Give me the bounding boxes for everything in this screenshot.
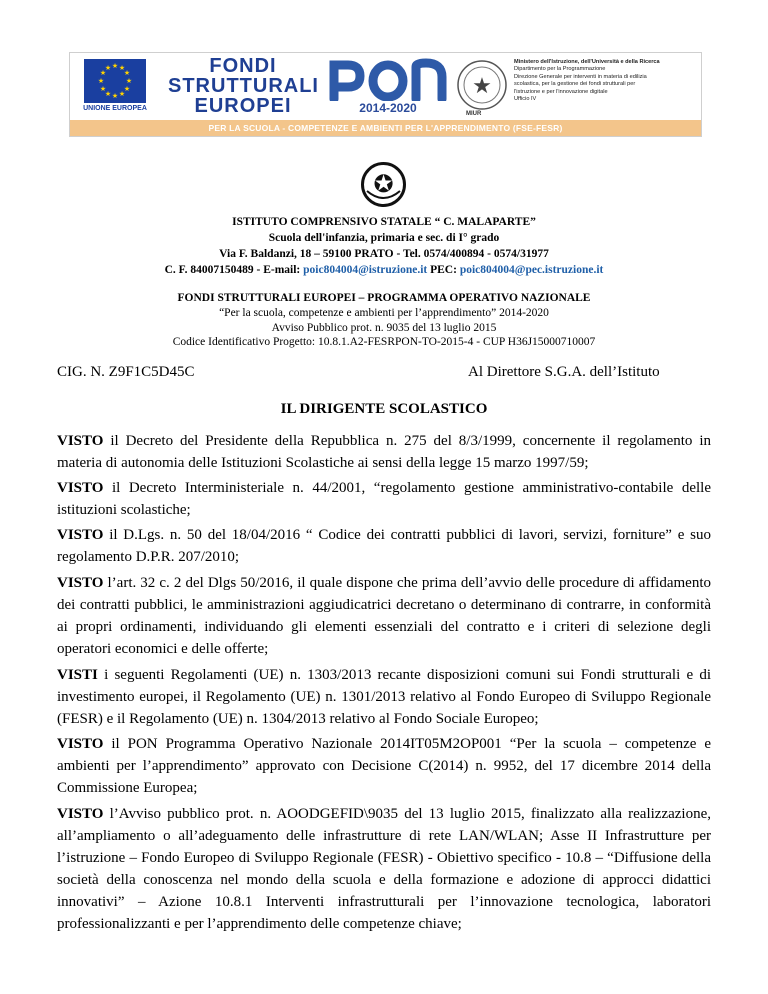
cig-number: CIG. N. Z9F1C5D45C [57, 364, 195, 380]
programme-subtitle: “Per la scuola, competenze e ambienti per l’apprendimento” 2014-2020 [219, 307, 549, 319]
paragraph-lead: VISTI [57, 667, 98, 683]
ministry-line: l'istruzione e per l'innovazione digitale [514, 88, 608, 95]
paragraph-text: l’Avviso pubblico prot. n. AOODGEFID\9035 del 13 luglio 2015, finalizzato alla realizzazione, all’ampliamento o all’adeguamento delle infrastrutture di rete LAN/WLAN; Asse II Infrastrutture per l’istruzione – Fondo Europeo di Sviluppo Regionale (FESR) - Obiettivo specifico - 10.8 – “Diffusione della società della conoscenza nel mondo della scuola e della formazione e adozione di approcci didattici innovativi” – Azione 10.8.1 Interventi infrastrutturali per l’innovazione tecnologica, laboratori professionalizzanti e per l’apprendimento delle competenze chiave; [57, 806, 711, 932]
svg-text:★: ★ [118, 64, 126, 72]
eu-caption: UNIONE EUROPEA [83, 105, 147, 112]
ministry-line: Ufficio IV [514, 96, 537, 103]
paragraph [57, 803, 711, 935]
paragraph-text: il PON Programma Operativo Nazionale 2014IT05M2OP001 “Per la scuola – competenze e ambienti per l’apprendimento” approvato con Decisione C(2014) n. 9952, del 17 dicembre 2014 della Commissione Europea; [57, 736, 711, 796]
paragraph [57, 664, 711, 730]
svg-text:★: ★ [123, 69, 131, 77]
pon-banner [69, 52, 702, 137]
svg-text:★: ★ [97, 77, 105, 85]
programme-avviso: Avviso Pubblico prot. n. 9035 del 13 luglio 2015 [271, 322, 497, 334]
svg-text:★: ★ [472, 74, 492, 99]
school-contacts [0, 262, 768, 278]
eu-flag-icon [84, 59, 146, 103]
pon-logo [322, 57, 454, 117]
ministry-line: scolastica, per la gestione dei fondi strutturali per [514, 81, 636, 88]
ministry-line: Direzione Generale per interventi in materia di edilizia [514, 73, 647, 80]
svg-text:★: ★ [123, 85, 131, 93]
paragraph-text: il D.Lgs. n. 50 del 18/04/2016 “ Codice dei contratti pubblici di lavori, servizi, forniture” e suo regolamento D.P.R. 207/2010; [57, 527, 711, 565]
email-link[interactable]: poic804004@istruzione.it [303, 264, 428, 276]
svg-text:★: ★ [104, 64, 112, 72]
paragraph-lead: VISTO [57, 736, 104, 752]
paragraph [57, 733, 711, 799]
paragraph [57, 477, 711, 521]
fondi-line: FONDI [209, 55, 277, 77]
ministry-text [514, 59, 698, 103]
paragraph-text: l’art. 32 c. 2 del Dlgs 50/2016, il quale dispone che prima dell’avvio delle procedure di affidamento dei contratti pubblici, le amministrazioni aggiudicatrici decretano o determinano di contrarre, in conformità ai propri ordinamenti, individuando gli elementi essenziali del contratto e i criteri di selezione degli operatori economici e delle offerte; [57, 575, 711, 657]
fondi-line: EUROPEI [194, 95, 292, 117]
paragraph-text: il Decreto del Presidente della Repubblica n. 275 del 8/3/1999, concernente il regolamento in materia di autonomia delle Istituzioni Scolastiche ai sensi della legge 15 marzo 1997/59; [57, 433, 711, 471]
pec-link[interactable]: poic804004@pec.istruzione.it [459, 264, 604, 276]
svg-text:★: ★ [111, 92, 119, 100]
programme-title: FONDI STRUTTURALI EUROPEI – PROGRAMMA OPERATIVO NAZIONALE [177, 292, 591, 304]
paragraph [57, 430, 711, 474]
school-type: Scuola dell'infanzia, primaria e sec. di I° grado [268, 232, 500, 244]
ministry-line: Dipartimento per la Programmazione [514, 66, 606, 73]
fondi-strutturali-logo [168, 56, 318, 116]
banner-strip-text: PER LA SCUOLA - COMPETENZE E AMBIENTI PER L'APPRENDIMENTO (FSE-FESR) [208, 123, 563, 133]
svg-text:✪: ✪ [373, 170, 394, 198]
pon-lettering-icon [322, 57, 454, 101]
paragraph-text: i seguenti Regolamenti (UE) n. 1303/2013 recante disposizioni comuni sui Fondi strutturali e di investimento europei, il Regolamento (UE) n. 1301/2013 relativo al Fondo Europeo di Sviluppo Regionale (FESR) e il Regolamento (UE) n. 1304/2013 relativo al Fondo Sociale Europeo; [57, 667, 711, 727]
programme-codice: Codice Identificativo Progetto: 10.8.1.A2-FESRPON-TO-2015-4 - CUP H36J15000710007 [172, 336, 596, 348]
svg-text:★: ★ [111, 62, 119, 70]
svg-text:★: ★ [99, 69, 107, 77]
paragraph [57, 524, 711, 568]
svg-text:★: ★ [125, 77, 133, 85]
paragraph-lead: VISTO [57, 527, 104, 543]
eu-logo [80, 59, 150, 117]
recipient: Al Direttore S.G.A. dell’Istituto [468, 364, 660, 380]
paragraph [57, 572, 711, 660]
paragraph-lead: VISTO [57, 480, 104, 496]
svg-text:★: ★ [99, 85, 107, 93]
pon-years: 2014-2020 [359, 101, 417, 115]
svg-text:★: ★ [118, 90, 126, 98]
cf-label: C. F. 84007150489 - E-mail: [164, 264, 304, 276]
pec-label: PEC: [427, 264, 460, 276]
school-address: Via F. Baldanzi, 18 – 59100 PRATO - Tel. 0574/400894 - 0574/31977 [219, 248, 549, 260]
svg-text:★: ★ [104, 90, 112, 98]
paragraph-lead: VISTO [57, 433, 104, 449]
paragraph-text: il Decreto Interministeriale n. 44/2001, “regolamento gestione amministrativo-contabile delle istituzioni scolastiche; [57, 480, 711, 518]
miur-label: MIUR [466, 111, 482, 117]
document-heading: IL DIRIGENTE SCOLASTICO [280, 401, 488, 417]
paragraph-lead: VISTO [57, 575, 104, 591]
banner-strip [70, 120, 701, 136]
paragraph-lead: VISTO [57, 806, 104, 822]
school-name: ISTITUTO COMPRENSIVO STATALE “ C. MALAPARTE” [232, 216, 536, 228]
ministry-line: Ministero dell'Istruzione, dell'Università e della Ricerca [514, 59, 660, 65]
fondi-line: STRUTTURALI [168, 75, 319, 97]
republic-emblem-icon [454, 57, 510, 113]
italian-republic-emblem-icon [359, 161, 408, 208]
